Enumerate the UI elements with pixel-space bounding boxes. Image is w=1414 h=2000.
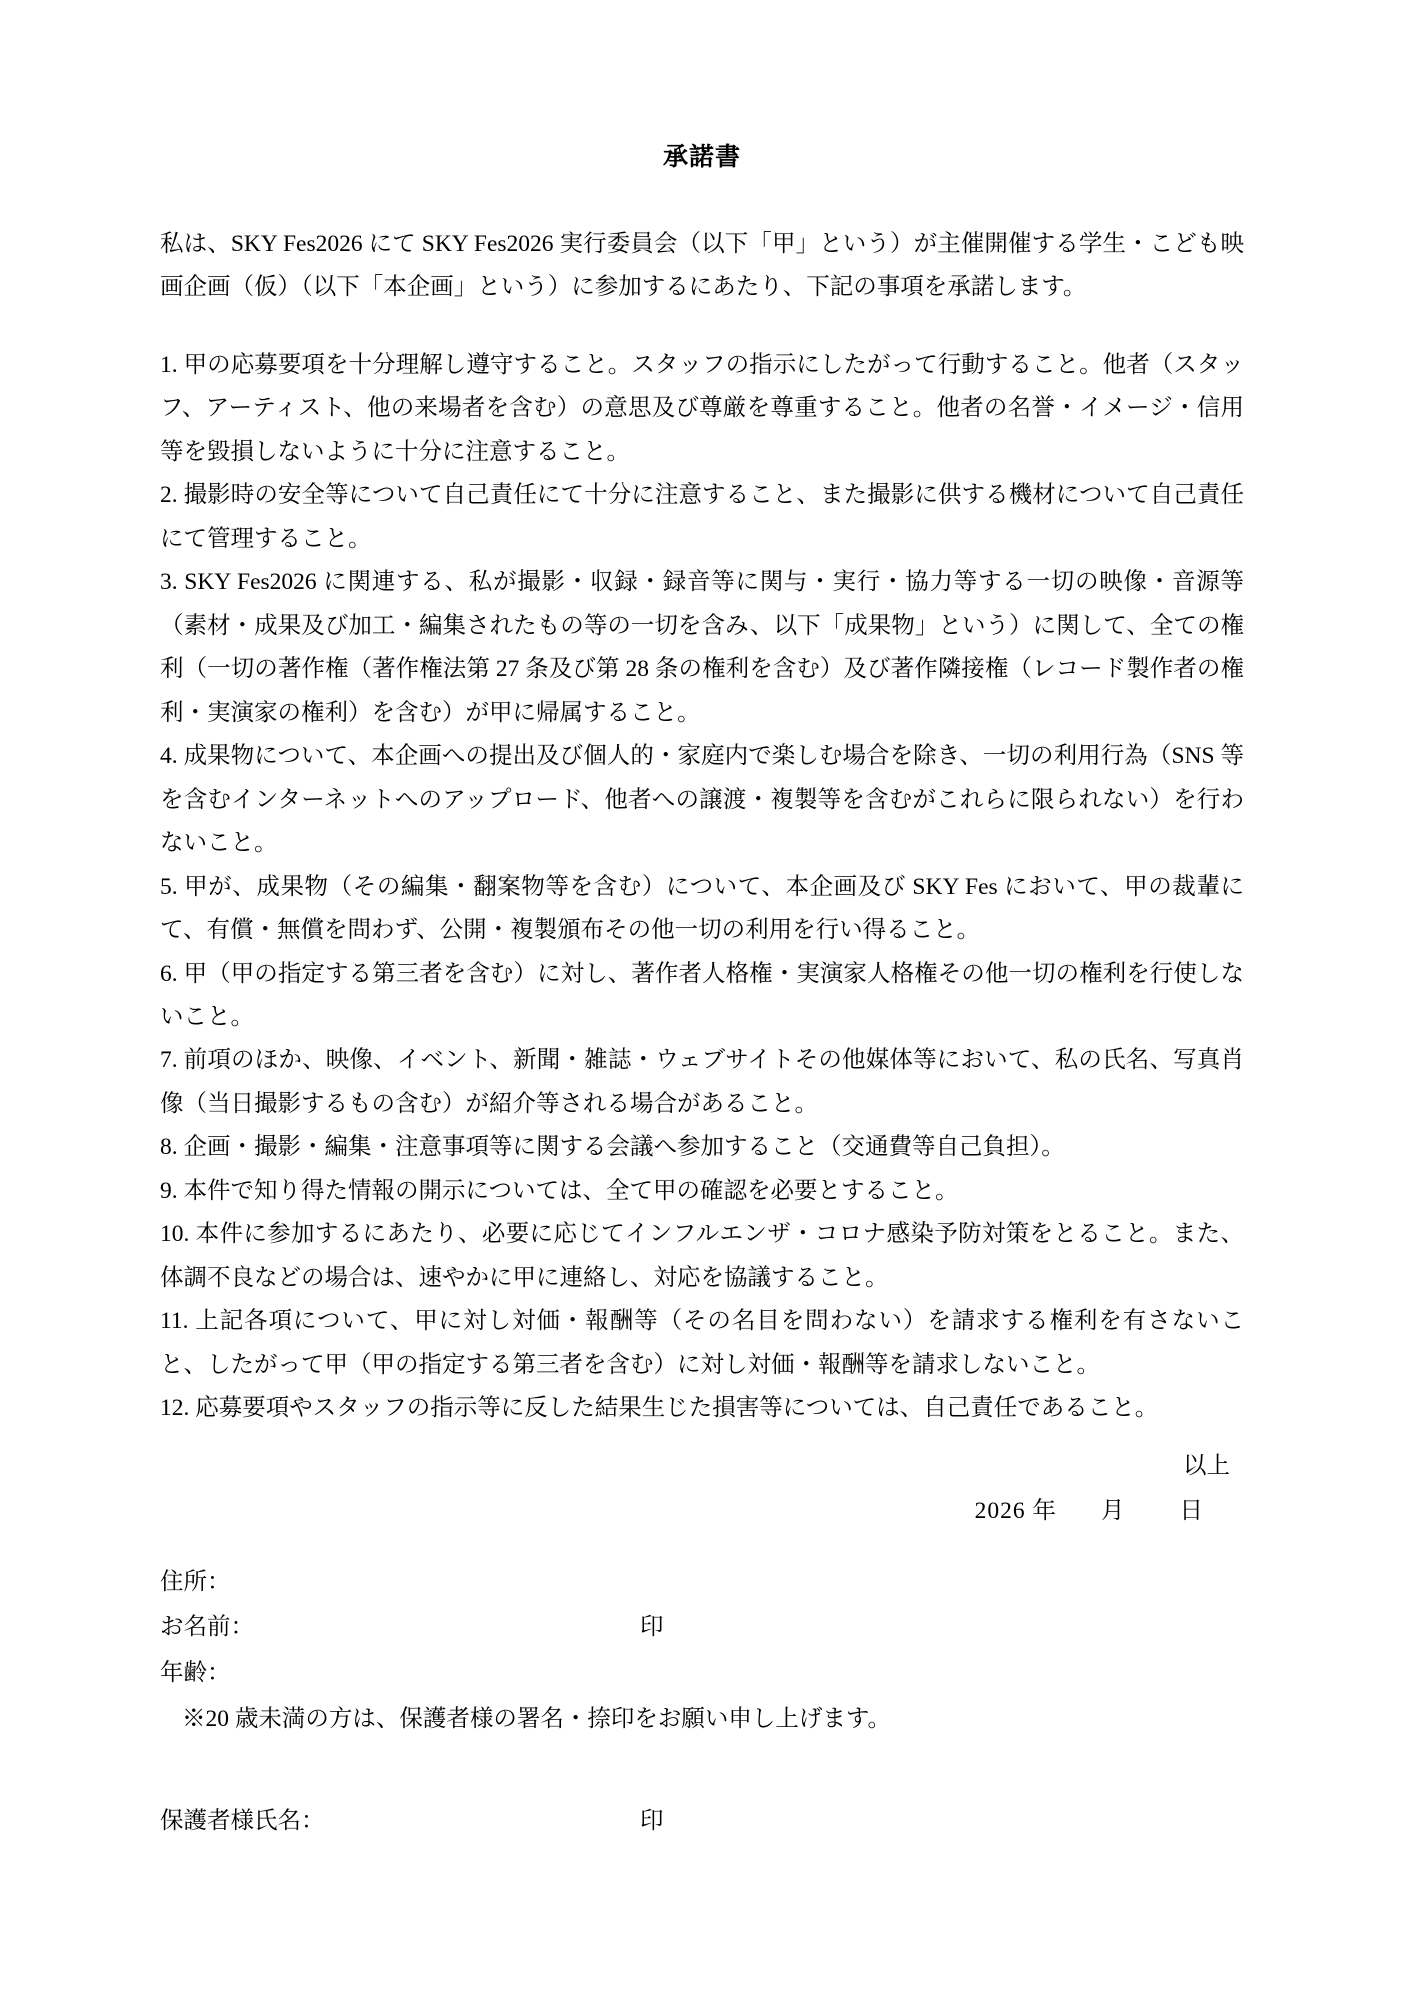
date-year: 2026 年 — [974, 1498, 1057, 1525]
address-row — [160, 1560, 1244, 1606]
guardian-row — [160, 1799, 1244, 1845]
clause-12: 12. 応募要項やスタッフの指示等に反した結果生じた損害等については、自己責任であること。 — [160, 1395, 1159, 1422]
date-line — [160, 1490, 1244, 1533]
address-label: 住所： — [160, 1568, 231, 1595]
name-row — [160, 1605, 1244, 1651]
clause-4: 4. 成果物について、本企画への提出及び個人的・家庭内で楽しむ場合を除き、一切の利用行為（SNS 等を含むインターネットへのアップロード、他者への譲渡・複製等を含むがこれらに限られない）を行わないこと。 — [160, 743, 1244, 857]
date-month: 月 — [1101, 1498, 1126, 1525]
guardian-seal-mark: 印 — [640, 1807, 664, 1834]
minor-note: ※20 歳未満の方は、保護者様の署名・捺印をお願い申し上げます。 — [182, 1706, 891, 1733]
signature-block — [160, 1560, 1244, 1845]
clause-2: 2. 撮影時の安全等について自己責任にて十分に注意すること、また撮影に供する機材について自己責任にて管理すること。 — [160, 482, 1244, 552]
seal-mark: 印 — [640, 1614, 664, 1641]
age-row — [160, 1651, 1244, 1697]
clause-3: 3. SKY Fes2026 に関連する、私が撮影・収録・録音等に関与・実行・協力等する一切の映像・音源等（素材・成果及び加工・編集されたもの等の一切を含み、以下「成果物」という）に関して、全ての権利（一切の著作権（著作権法第 27 条及び第 28 条の権利を含む）及び著作隣接権（レコード製作者の権利・実演家の権利）を含む）が甲に帰属すること。 — [160, 569, 1244, 726]
clause-8: 8. 企画・撮影・編集・注意事項等に関する会議へ参加すること（交通費等自己負担）。 — [160, 1134, 1065, 1161]
closing-text: 以上 — [1183, 1452, 1230, 1479]
clause-7: 7. 前項のほか、映像、イベント、新聞・雑誌・ウェブサイトその他媒体等において、私の氏名、写真肖像（当日撮影するもの含む）が紹介等される場合があること。 — [160, 1047, 1244, 1117]
age-label: 年齢： — [160, 1660, 231, 1687]
date-day: 日 — [1179, 1498, 1204, 1525]
name-label: お名前： — [160, 1614, 254, 1641]
clause-1: 1. 甲の応募要項を十分理解し遵守すること。スタッフの指示にしたがって行動すること。他者（スタッフ、アーティスト、他の来場者を含む）の意思及び尊厳を尊重すること。他者の名誉・イメージ・信用等を毀損しないように十分に注意すること。 — [160, 351, 1244, 465]
guardian-label: 保護者様氏名： — [160, 1807, 325, 1834]
intro-paragraph: 私は、SKY Fes2026 にて SKY Fes2026 実行委員会（以下「甲」という）が主催開催する学生・こども映画企画（仮）（以下「本企画」という）に参加するにあたり、下記の事項を承諾します。 — [160, 231, 1244, 301]
clause-11: 11. 上記各項について、甲に対し対価・報酬等（その名目を問わない）を請求する権利を有さないこと、したがって甲（甲の指定する第三者を含む）に対し対価・報酬等を請求しないこと。 — [160, 1308, 1244, 1378]
clause-9: 9. 本件で知り得た情報の開示については、全て甲の確認を必要とすること。 — [160, 1177, 959, 1204]
clause-6: 6. 甲（甲の指定する第三者を含む）に対し、著作者人格権・実演家人格権その他一切の権利を行使しないこと。 — [160, 960, 1244, 1030]
clause-10: 10. 本件に参加するにあたり、必要に応じてインフルエンザ・コロナ感染予防対策をとること。また、体調不良などの場合は、速やかに甲に連絡し、対応を協議すること。 — [160, 1221, 1244, 1291]
page-title: 承諾書 — [662, 144, 741, 171]
clause-5: 5. 甲が、成果物（その編集・翻案物等を含む）について、本企画及び SKY Fes において、甲の裁輩にて、有償・無償を問わず、公開・複製頒布その他一切の利用を行い得ること。 — [160, 873, 1244, 944]
